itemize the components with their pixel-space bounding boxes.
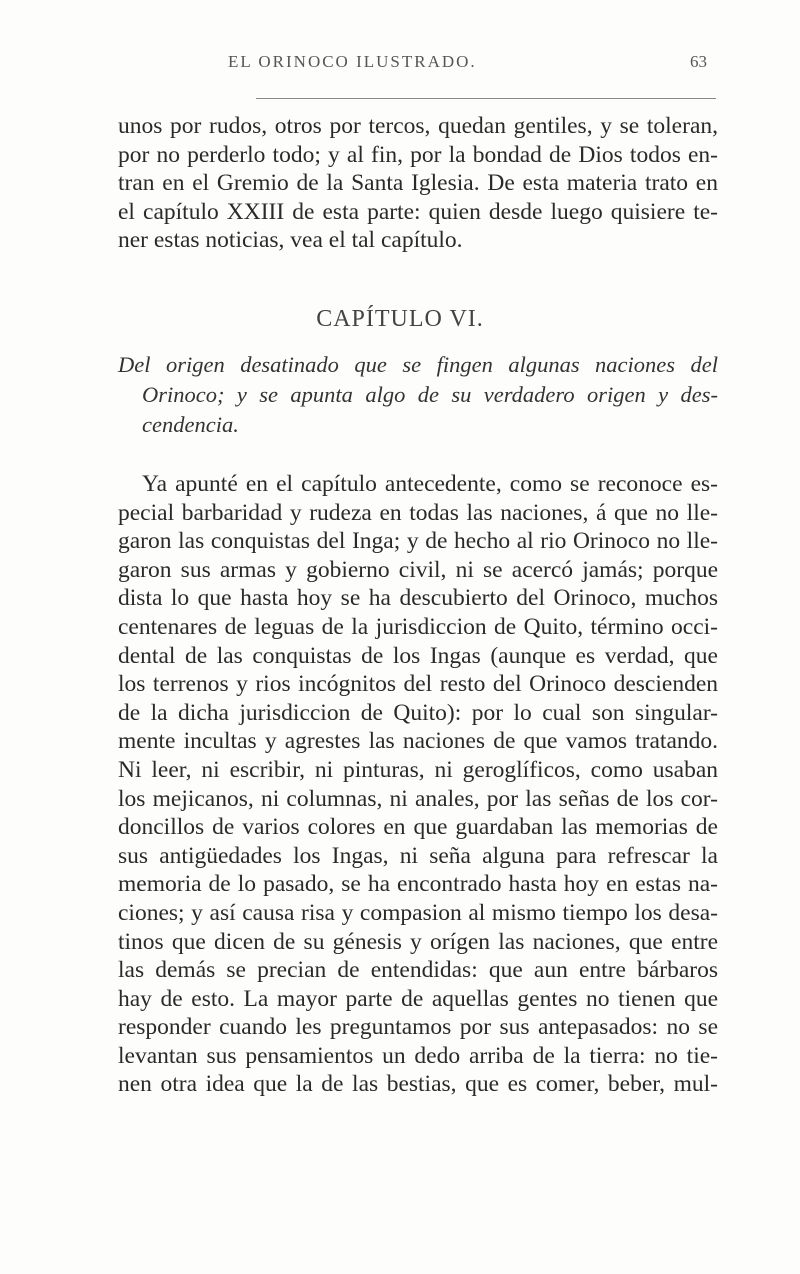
text-line: pecial barbaridad y rudeza en todas las naciones, á que no lle- [118, 499, 718, 526]
text-line: garon sus armas y gobierno civil, ni se acercó jamás; porque [118, 556, 718, 583]
text-line: el capítulo XXIII de esta parte: quien desde luego quisiere te- [118, 198, 718, 225]
text-line: los mejicanos, ni columnas, ni anales, por las señas de los cor- [118, 785, 718, 812]
text-line: Ni leer, ni escribir, ni pinturas, ni geroglíficos, como usaban [118, 756, 718, 783]
text-line: tran en el Gremio de la Santa Iglesia. De esta materia trato en [118, 170, 718, 197]
subtitle-line: Del origen desatinado que se fingen algunas naciones del [118, 352, 718, 377]
text-line: mente incultas y agrestes las naciones de que vamos tratando. [118, 728, 718, 755]
text-line: sus antigüedades los Ingas, ni seña alguna para refrescar la [118, 842, 718, 869]
text-line: dental de las conquistas de los Ingas (aunque es verdad, que [118, 642, 718, 669]
page-number: 63 [690, 52, 707, 71]
text-line: doncillos de varios colores en que guardaban las memorias de [118, 814, 718, 841]
text-line: Ya apunté en el capítulo antecedente, como se reconoce es- [142, 471, 718, 497]
chapter-heading: CAPÍTULO VI. [316, 306, 484, 332]
subtitle-line: Orinoco; y se apunta algo de su verdadero origen y des- [142, 382, 718, 407]
text-line: nen otra idea que la de las bestias, que es comer, beber, mul- [118, 1071, 718, 1098]
subtitle-line: cendencia. [142, 412, 239, 437]
text-line: hay de esto. La mayor parte de aquellas gentes no tienen que [118, 985, 718, 1012]
text-line: garon las conquistas del Inga; y de hecho al rio Orinoco no lle- [118, 528, 718, 555]
text-line: dista lo que hasta hoy se ha descubierto del Orinoco, muchos [118, 585, 718, 612]
text-line: centenares de leguas de la jurisdiccion de Quito, término occi- [118, 613, 718, 640]
text-line: memoria de lo pasado, se ha encontrado hasta hoy en estas na- [118, 871, 718, 898]
chapter-subtitle [118, 350, 718, 440]
text-line: de la dicha jurisdiccion de Quito): por lo cual son singular- [118, 699, 718, 726]
paragraph-main [118, 470, 718, 1099]
text-line: las demás se precian de entendidas: que aun entre bárbaros [118, 957, 718, 984]
text-line: levantan sus pensamientos un dedo arriba de la tierra: no tie- [118, 1042, 718, 1069]
text-line: unos por rudos, otros por tercos, quedan gentiles, y se toleran, [118, 113, 718, 139]
paragraph-top [118, 112, 718, 255]
header-rule [256, 98, 716, 99]
text-line: ciones; y así causa risa y compasion al mismo tiempo los desa- [118, 899, 718, 926]
text-line: responder cuando les preguntamos por sus antepasados: no se [118, 1014, 718, 1041]
text-line: ner estas noticias, vea el tal capítulo. [118, 227, 463, 254]
text-line: los terrenos y rios incógnitos del resto del Orinoco descienden [118, 671, 718, 698]
text-line: por no perderlo todo; y al fin, por la bondad de Dios todos en- [118, 141, 718, 168]
running-head [0, 52, 800, 82]
running-title: EL ORINOCO ILUSTRADO. [228, 52, 477, 71]
text-line: tinos que dicen de su génesis y orígen las naciones, que entre [118, 928, 718, 955]
